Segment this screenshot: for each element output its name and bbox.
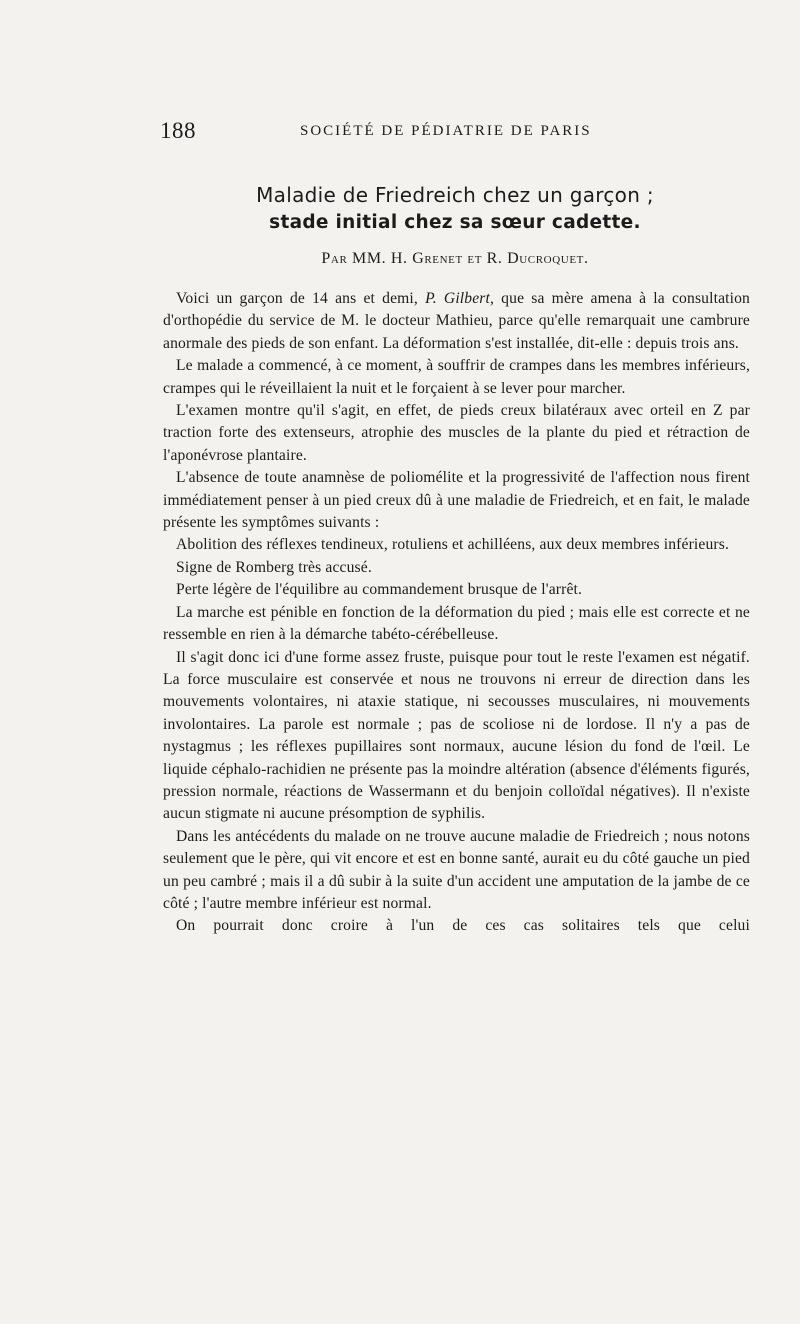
paragraph <box>163 288 750 355</box>
paragraph-text: Voici un garçon de 14 ans et demi, <box>176 290 426 307</box>
patient-name: P. Gilbert <box>425 290 491 307</box>
paragraph: Signe de Romberg très accusé. <box>176 558 372 576</box>
paragraph: La marche est pénible en fonction de la déformation du pied ; mais elle est correcte et ne ressemble en rien à la démarche tabéto-cérébelleuse. <box>163 603 750 644</box>
article-title: Maladie de Friedreich chez un garçon ; <box>256 183 654 207</box>
paragraph: Abolition des réflexes tendineux, rotuliens et achilléens, aux deux membres inférieurs. <box>176 536 730 554</box>
page-number: 188 <box>160 118 196 143</box>
paragraph: On pourrait donc croire à l'un de ces cas solitaires tels que celui <box>176 917 750 935</box>
paragraph: Il s'agit donc ici d'une forme assez fruste, puisque pour tout le reste l'examen est négatif. La force musculaire est conservée et nous ne trouvons ni erreur de direction dans les mouvements volontaires, ni ataxie statique, ni secousses musculaires, ni mouvements involontaires. La parole est normale ; pas de scoliose ni de lordose. Il n'y a pas de nystagmus ; les réflexes pupillaires sont normaux, aucune lésion du fond de l'œil. Le liquide céphalo-rachidien ne présente pas la moindre altération (absence d'éléments figurés, pression normale, réactions de Wassermann et du benjoin colloïdal négatives). Il n'existe aucun stigmate ni aucune présomption de syphilis. <box>163 648 750 823</box>
paragraph-text: , que sa mère amena à la consultation d'orthopédie du service de M. le docteur Mathieu, parce qu'elle remarquait une cambrure anormale des pieds de son enfant. La déformation s'est installée, dit-elle : depuis trois ans. <box>163 290 750 352</box>
article-body <box>163 288 750 938</box>
paragraph: Perte légère de l'équilibre au commandement brusque de l'arrêt. <box>176 581 583 599</box>
article-heading <box>160 182 750 268</box>
paragraph: L'absence de toute anamnèse de poliomélite et la progressivité de l'affection nous firent immédiatement penser à un pied creux dû à une maladie de Friedreich, et en fait, le malade présente les symptômes suivants : <box>163 469 750 532</box>
page-header <box>160 118 750 148</box>
paragraph: Le malade a commencé, à ce moment, à souffrir de crampes dans les membres inférieurs, crampes qui le réveillaient la nuit et le forçaient à se lever pour marcher. <box>163 357 750 397</box>
article-subtitle: stade initial chez sa sœur cadette. <box>269 212 641 233</box>
running-title: SOCIÉTÉ DE PÉDIATRIE DE PARIS <box>300 123 592 139</box>
paragraph: L'examen montre qu'il s'agit, en effet, de pieds creux bilatéraux avec orteil en Z par traction forte des extenseurs, atrophie des muscles de la plante du pied et rétraction de l'aponévrose plantaire. <box>163 402 750 464</box>
article-authors: Par MM. H. Grenet et R. Ducroquet. <box>321 250 589 267</box>
paragraph: Dans les antécédents du malade on ne trouve aucune maladie de Friedreich ; nous notons seulement que le père, qui vit encore et est en bonne santé, aurait eu du côté gauche un pied un peu cambré ; mais il a dû subir à la suite d'un accident une amputation de la jambe de ce côté ; l'autre membre inférieur est normal. <box>163 827 750 912</box>
